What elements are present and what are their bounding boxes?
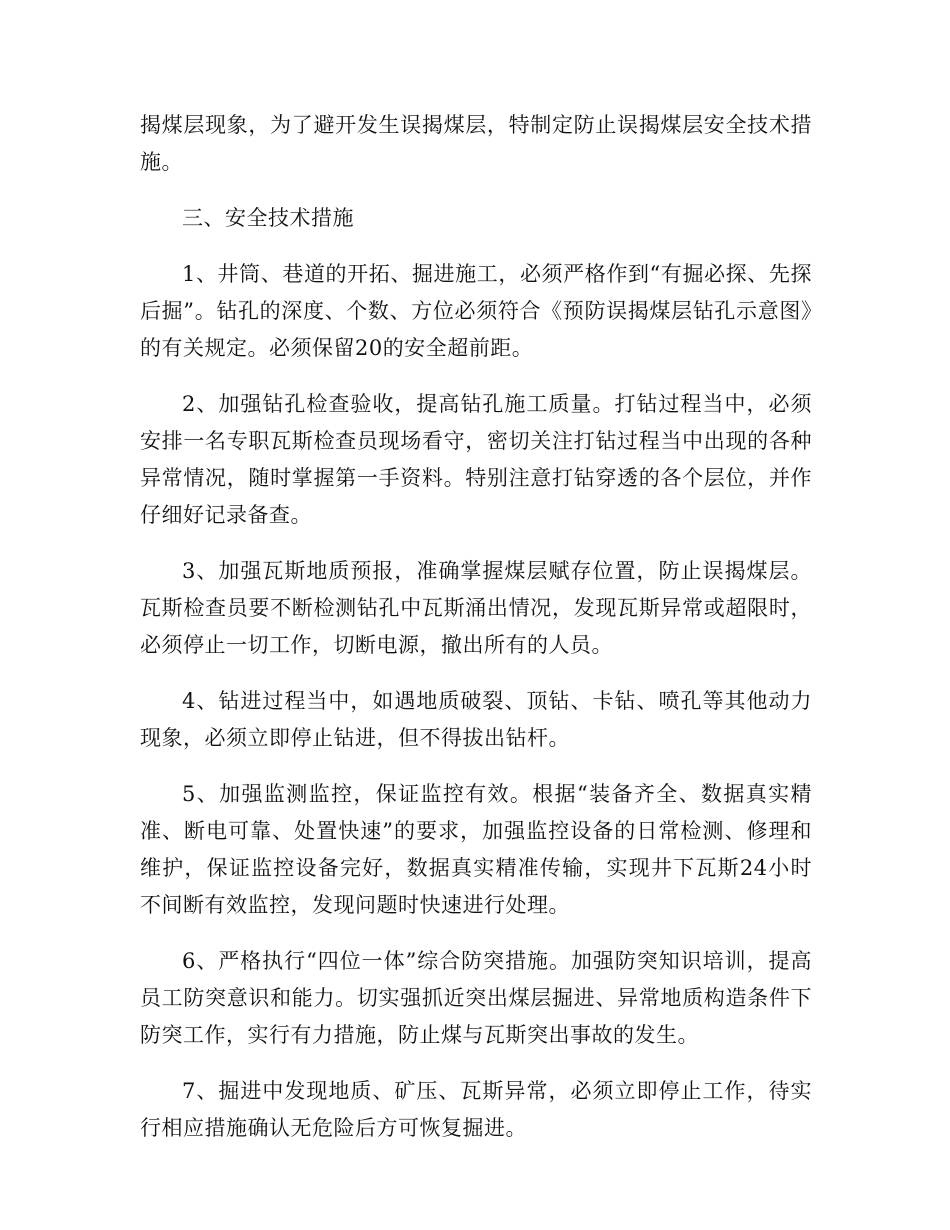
measure-item-4: 4、钻进过程当中，如遇地质破裂、顶钻、卡钻、喷孔等其他动力现象，必须立即停止钻进，但不得拔出钻杆。 [140, 689, 812, 750]
measure-item-5: 5、加强监测监控，保证监控有效。根据“装备齐全、数据真实精准、断电可靠、处置快速”的要求，加强监控设备的日常检测、修理和维护，保证监控设备完好，数据真实精准传输，实现井下瓦斯24小时不间断有效监控，发现问题时快速进行处理。 [140, 782, 812, 917]
measure-item-1: 1、井筒、巷道的开拓、掘进施工，必须严格作到“有掘必探、先探后掘”。钻孔的深度、个数、方位必须符合《预防误揭煤层钻孔示意图》的有关规定。必须保留20的安全超前距。 [140, 262, 812, 360]
intro-paragraph: 揭煤层现象，为了避开发生误揭煤层，特制定防止误揭煤层安全技术措施。 [140, 113, 812, 174]
measure-item-6: 6、严格执行“四位一体”综合防突措施。加强防突知识培训，提高员工防突意识和能力。切实强抓近突出煤层掘进、异常地质构造条件下防突工作，实行有力措施，防止煤与瓦斯突出事故的发生。 [140, 949, 812, 1047]
measure-item-7: 7、掘进中发现地质、矿压、瓦斯异常，必须立即停止工作，待实行相应措施确认无危险后方可恢复掘进。 [140, 1079, 812, 1140]
measure-item-3: 3、加强瓦斯地质预报，准确掌握煤层赋存位置，防止误揭煤层。瓦斯检查员要不断检测钻孔中瓦斯涌出情况，发现瓦斯异常或超限时，必须停止一切工作，切断电源，撤出所有的人员。 [140, 559, 812, 657]
document-body [140, 107, 812, 1166]
section-heading: 三、安全技术措施 [182, 206, 354, 230]
measure-item-2: 2、加强钻孔检查验收，提高钻孔施工质量。打钻过程当中，必须安排一名专职瓦斯检查员现场看守，密切关注打钻过程当中出现的各种异常情况，随时掌握第一手资料。特别注意打钻穿透的各个层位，并作仔细好记录备查。 [140, 392, 812, 527]
